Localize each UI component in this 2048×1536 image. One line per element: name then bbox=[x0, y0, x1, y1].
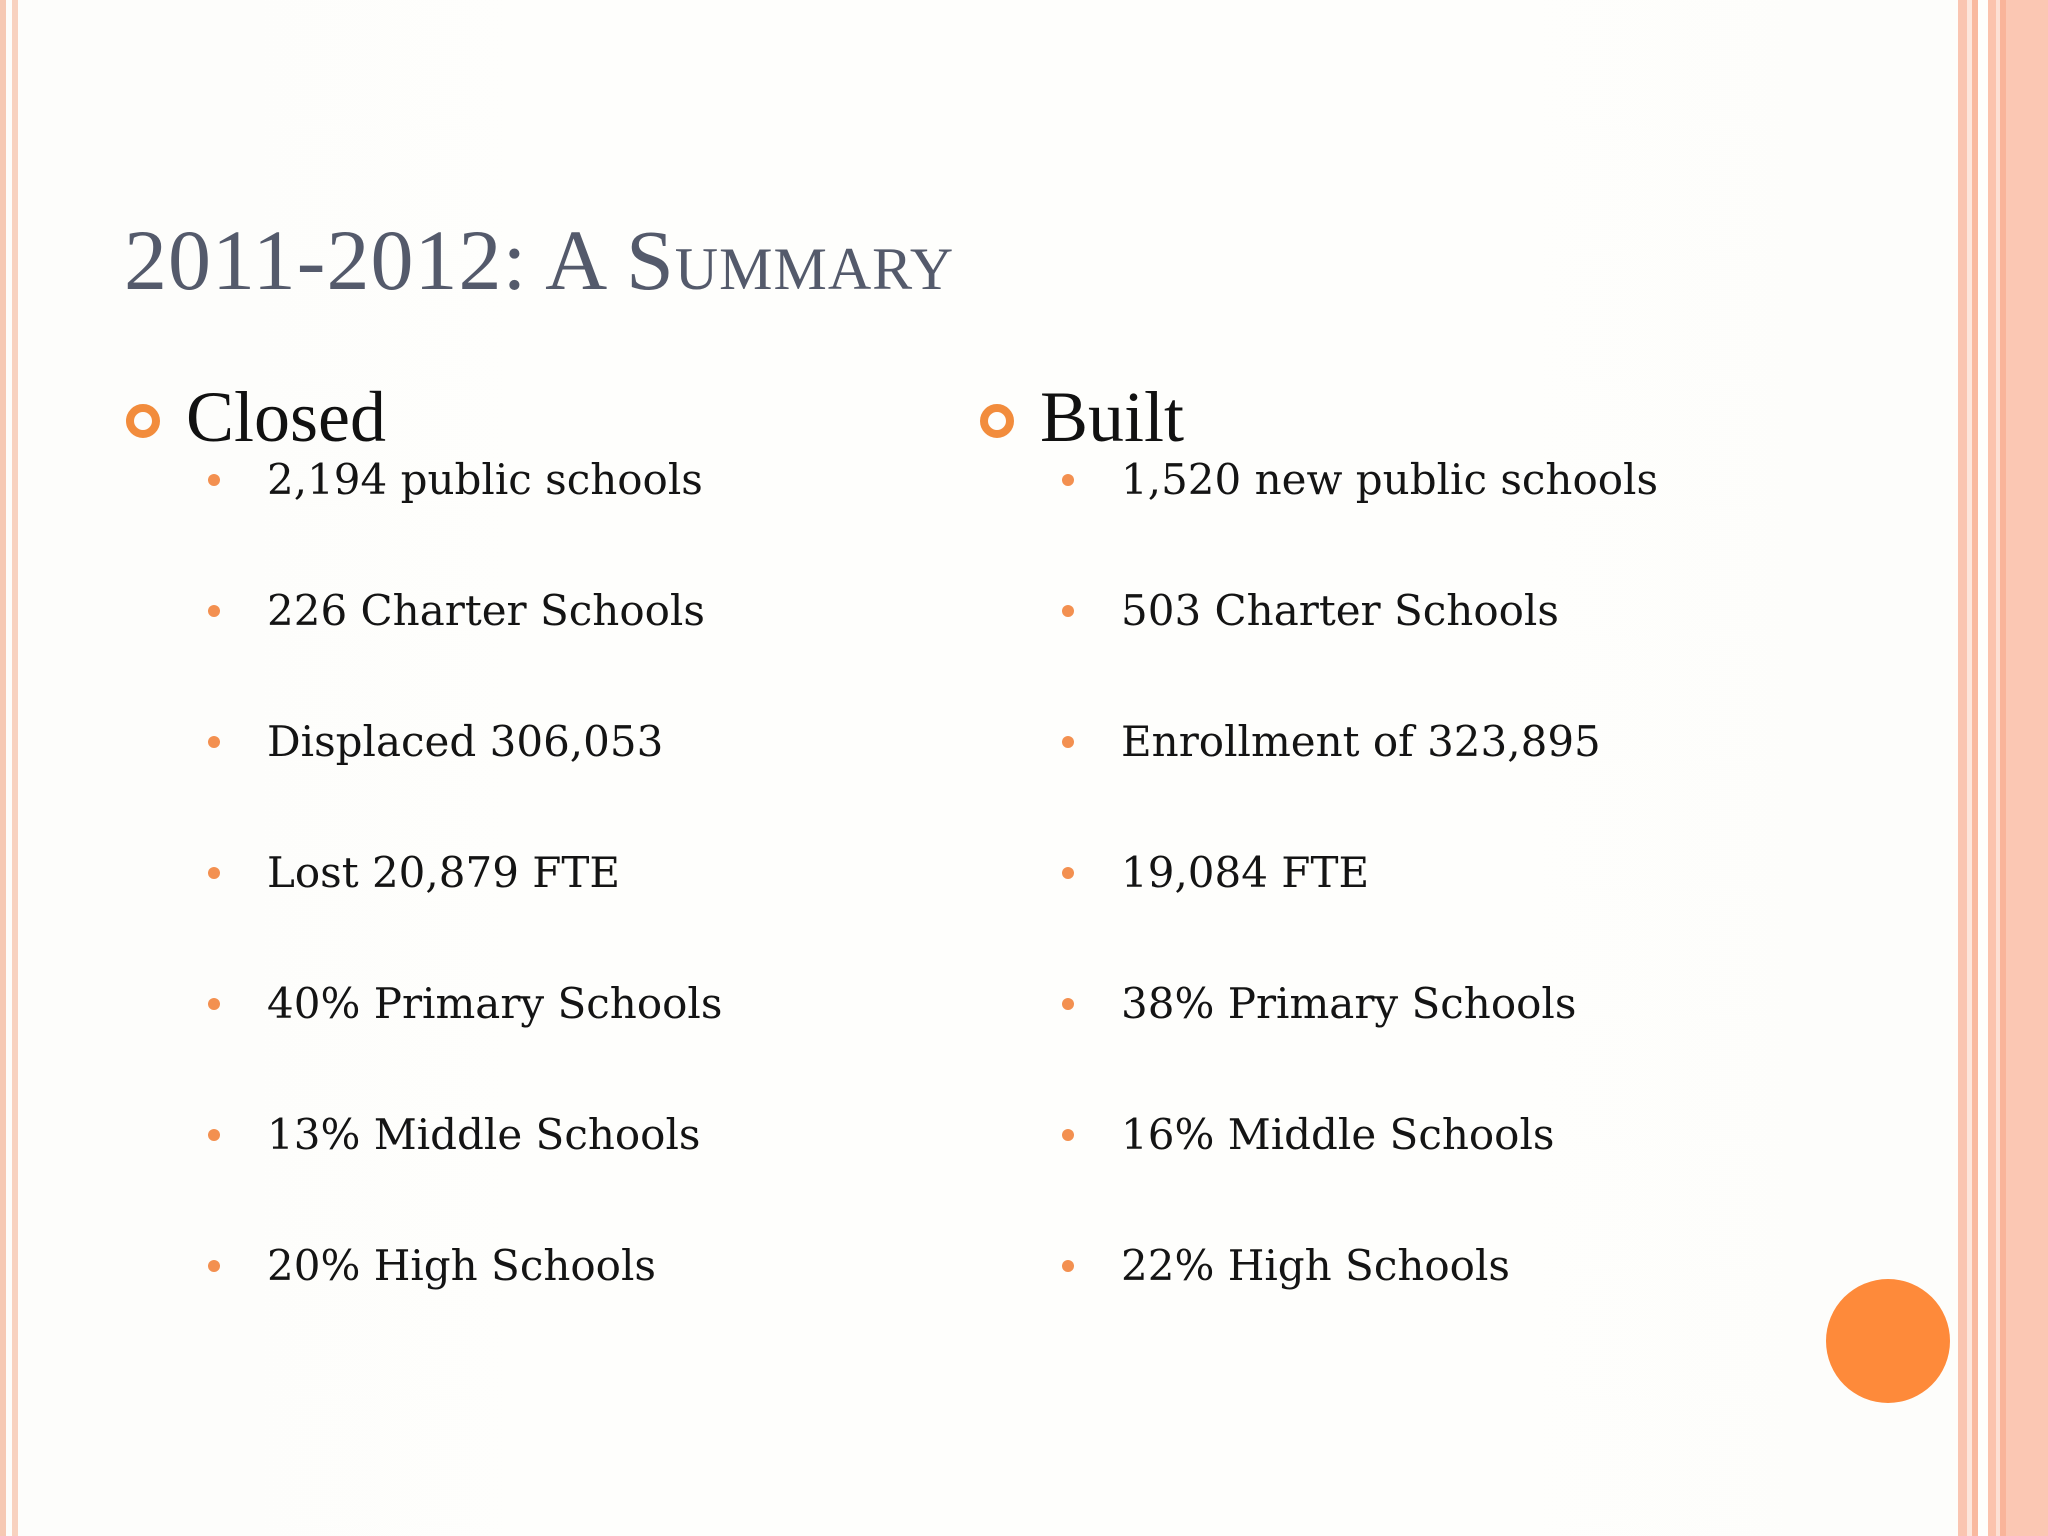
list-item-text: 226 Charter Schools bbox=[267, 586, 705, 635]
slide-title: 2011-2012: A Summary bbox=[124, 212, 955, 308]
right-border-stripe bbox=[2006, 0, 2048, 1536]
list-item-text: 38% Primary Schools bbox=[1121, 979, 1577, 1028]
closed-heading-text: Closed bbox=[186, 377, 387, 457]
dot-bullet-icon bbox=[1062, 474, 1074, 486]
list-item-text: 19,084 FTE bbox=[1121, 848, 1370, 897]
list-item-text: 503 Charter Schools bbox=[1121, 586, 1559, 635]
left-border-line bbox=[12, 0, 18, 1536]
dot-bullet-icon bbox=[208, 474, 220, 486]
dot-bullet-icon bbox=[1062, 736, 1074, 748]
dot-bullet-icon bbox=[1062, 605, 1074, 617]
dot-bullet-icon bbox=[208, 605, 220, 617]
list-item-text: 1,520 new public schools bbox=[1121, 455, 1659, 504]
ring-bullet-icon bbox=[980, 404, 1014, 438]
dot-bullet-icon bbox=[1062, 1260, 1074, 1272]
list-item-text: 20% High Schools bbox=[267, 1241, 656, 1290]
list-item-text: Enrollment of 323,895 bbox=[1121, 717, 1601, 766]
list-item-text: 40% Primary Schools bbox=[267, 979, 723, 1028]
orange-circle-decoration bbox=[1826, 1279, 1950, 1403]
dot-bullet-icon bbox=[208, 867, 220, 879]
right-border-stripe bbox=[1978, 0, 1988, 1536]
list-item-text: 13% Middle Schools bbox=[267, 1110, 701, 1159]
list-item-text: Lost 20,879 FTE bbox=[267, 848, 621, 897]
list-item-text: 2,194 public schools bbox=[267, 455, 703, 504]
dot-bullet-icon bbox=[208, 736, 220, 748]
right-border-stripe bbox=[1988, 0, 1996, 1536]
dot-bullet-icon bbox=[1062, 867, 1074, 879]
dot-bullet-icon bbox=[208, 998, 220, 1010]
dot-bullet-icon bbox=[208, 1260, 220, 1272]
built-heading-text: Built bbox=[1040, 377, 1185, 457]
list-item-text: 22% High Schools bbox=[1121, 1241, 1510, 1290]
dot-bullet-icon bbox=[208, 1129, 220, 1141]
list-item-text: Displaced 306,053 bbox=[267, 717, 664, 766]
dot-bullet-icon bbox=[1062, 1129, 1074, 1141]
list-item-text: 16% Middle Schools bbox=[1121, 1110, 1555, 1159]
ring-bullet-icon bbox=[126, 404, 160, 438]
left-border-line bbox=[0, 0, 6, 1536]
right-border-stripe bbox=[1958, 0, 1967, 1536]
dot-bullet-icon bbox=[1062, 998, 1074, 1010]
